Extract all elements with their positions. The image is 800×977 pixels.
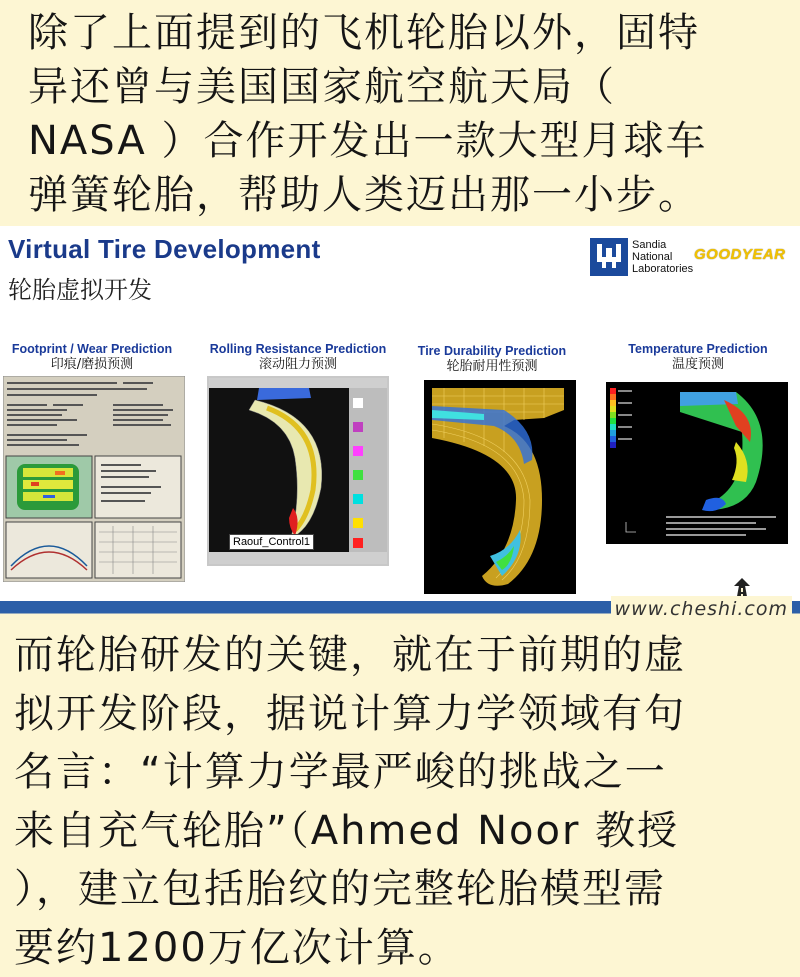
goodyear-logo: GOODYEAR (694, 246, 794, 266)
top-caption (0, 0, 800, 226)
caption-line: NASA ）合作开发出一款大型月球车 (28, 114, 788, 168)
panel-durability-heading (412, 344, 572, 375)
panel-title-en: Rolling Resistance Prediction (203, 342, 393, 357)
caption-line: 异还曾与美国国家航空航天局（ (28, 60, 788, 114)
temperature-map-image (606, 382, 788, 544)
panel-title-en: Temperature Prediction (616, 342, 780, 357)
caption-line: 弹簧轮胎，帮助人类迈出那一小步。 (28, 168, 788, 222)
panel-title-zh: 温度预测 (616, 357, 780, 373)
panel-title-zh: 滚动阻力预测 (203, 357, 393, 373)
panel-title-en: Tire Durability Prediction (412, 344, 572, 359)
panel-footprint-heading (4, 342, 180, 373)
caption-line: 名言：“计算力学最严峻的挑战之一 (14, 743, 790, 802)
caption-line: 除了上面提到的飞机轮胎以外，固特 (28, 6, 788, 60)
run-name-tag: Raouf_Control1 (229, 534, 314, 550)
caption-line: 来自充气轮胎”（Ahmed Noor 教授 (14, 802, 790, 861)
slide-title: Virtual Tire Development (8, 234, 321, 265)
panel-title-zh: 印痕/磨损预测 (4, 357, 180, 373)
site-watermark: www.cheshi.com (611, 596, 792, 622)
caption-line: 拟开发阶段，据说计算力学领域有句 (14, 685, 790, 744)
footprint-simulation-image (3, 376, 185, 582)
panel-rolling-heading (203, 342, 393, 373)
rolling-resistance-image (207, 376, 389, 566)
panel-temperature-heading (616, 342, 780, 373)
sandia-logo-text: National (632, 251, 693, 263)
slide-subtitle: 轮胎虚拟开发 (8, 270, 152, 305)
sandia-logo-text: Sandia (632, 239, 693, 251)
sandia-logo (590, 238, 690, 278)
caption-line: 要约1200万亿次计算。 (14, 919, 790, 977)
slide-image (0, 226, 800, 601)
caption-line: 而轮胎研发的关键，就在于前期的虚 (14, 626, 790, 685)
bottom-caption (0, 624, 800, 946)
panel-title-en: Footprint / Wear Prediction (4, 342, 180, 357)
caption-line: ），建立包括胎纹的完整轮胎模型需 (14, 860, 790, 919)
panel-title-zh: 轮胎耐用性预测 (412, 359, 572, 375)
durability-mesh-image (424, 380, 576, 594)
sandia-logo-text: Laboratories (632, 263, 693, 275)
sandia-thunderbird-icon (590, 238, 628, 276)
